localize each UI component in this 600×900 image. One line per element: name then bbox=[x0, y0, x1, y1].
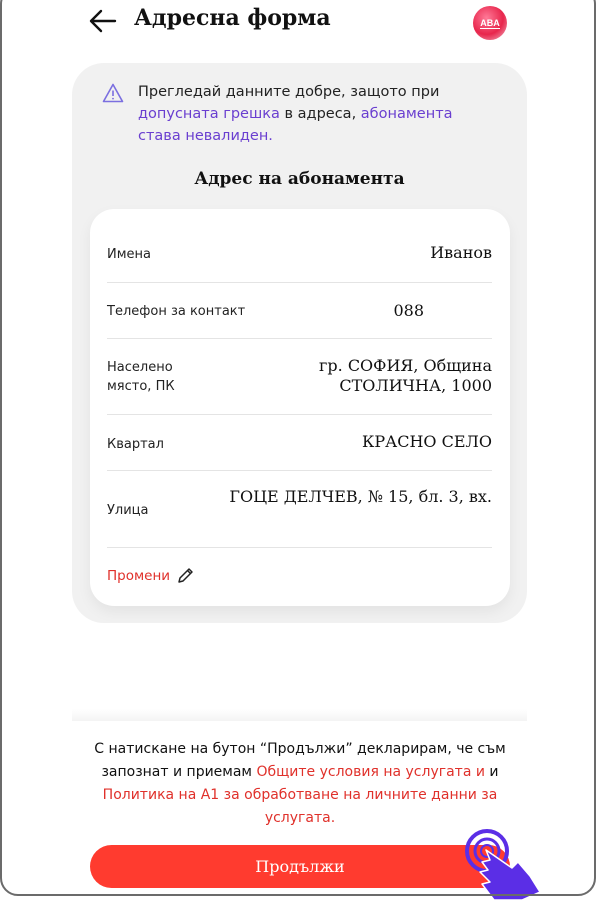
row-phone bbox=[107, 282, 492, 339]
arrow-left-icon bbox=[88, 6, 118, 36]
edit-address-button[interactable] bbox=[107, 567, 194, 585]
divider bbox=[72, 709, 527, 721]
notice-text-part: Прегледай данните добре, защото при bbox=[138, 84, 440, 100]
row-label: Улица bbox=[107, 503, 149, 518]
warning-text bbox=[138, 81, 498, 147]
row-value: Иванов bbox=[430, 243, 492, 262]
notice-link-error: допусната грешка bbox=[138, 106, 280, 122]
row-value: КРАСНО СЕЛО bbox=[361, 432, 492, 451]
address-details-card bbox=[90, 209, 510, 606]
row-value: 088 bbox=[393, 301, 424, 320]
notice-text-part: в адреса, bbox=[279, 106, 361, 122]
consent-text-part: и bbox=[484, 764, 499, 780]
continue-button[interactable] bbox=[90, 845, 510, 888]
row-district bbox=[107, 414, 492, 471]
consent-text-part: С натискане на бутон “Продължи” декларирам, че съм запознат и приемам bbox=[94, 741, 506, 780]
continue-label: Продължи bbox=[255, 857, 345, 876]
edit-label: Промени bbox=[107, 568, 171, 584]
privacy-policy-link[interactable]: Политика на А1 за обработване на личните данни за услугата. bbox=[102, 787, 498, 826]
brand-logo bbox=[473, 6, 507, 40]
row-names bbox=[107, 209, 492, 283]
back-button[interactable] bbox=[88, 6, 118, 36]
row-label: Телефон за контакт bbox=[107, 304, 246, 319]
tap-hand-icon bbox=[460, 828, 545, 900]
row-label: Населено място, ПК bbox=[107, 360, 175, 394]
notice-link-invalid: абонамента става невалиден. bbox=[138, 106, 453, 144]
address-summary-card bbox=[72, 63, 527, 623]
terms-link[interactable]: Общите условия на услугата и bbox=[256, 764, 485, 780]
logo-text: ABA bbox=[480, 17, 500, 28]
row-label: Имена bbox=[107, 247, 151, 262]
warning-triangle-icon bbox=[102, 83, 124, 103]
pencil-icon bbox=[176, 567, 194, 585]
row-value: ГОЦЕ ДЕЛЧЕВ, № 15, бл. 3, вх. bbox=[229, 487, 492, 506]
section-title: Адрес на абонамента bbox=[194, 169, 405, 189]
row-label: Квартал bbox=[107, 437, 164, 452]
app-header bbox=[0, 0, 600, 44]
row-city bbox=[107, 338, 492, 415]
row-street bbox=[107, 470, 492, 548]
row-value: гр. СОФИЯ, Община СТОЛИЧНА, 1000 bbox=[319, 356, 492, 395]
page-title: Адресна форма bbox=[134, 5, 331, 31]
consent-text bbox=[80, 738, 520, 830]
